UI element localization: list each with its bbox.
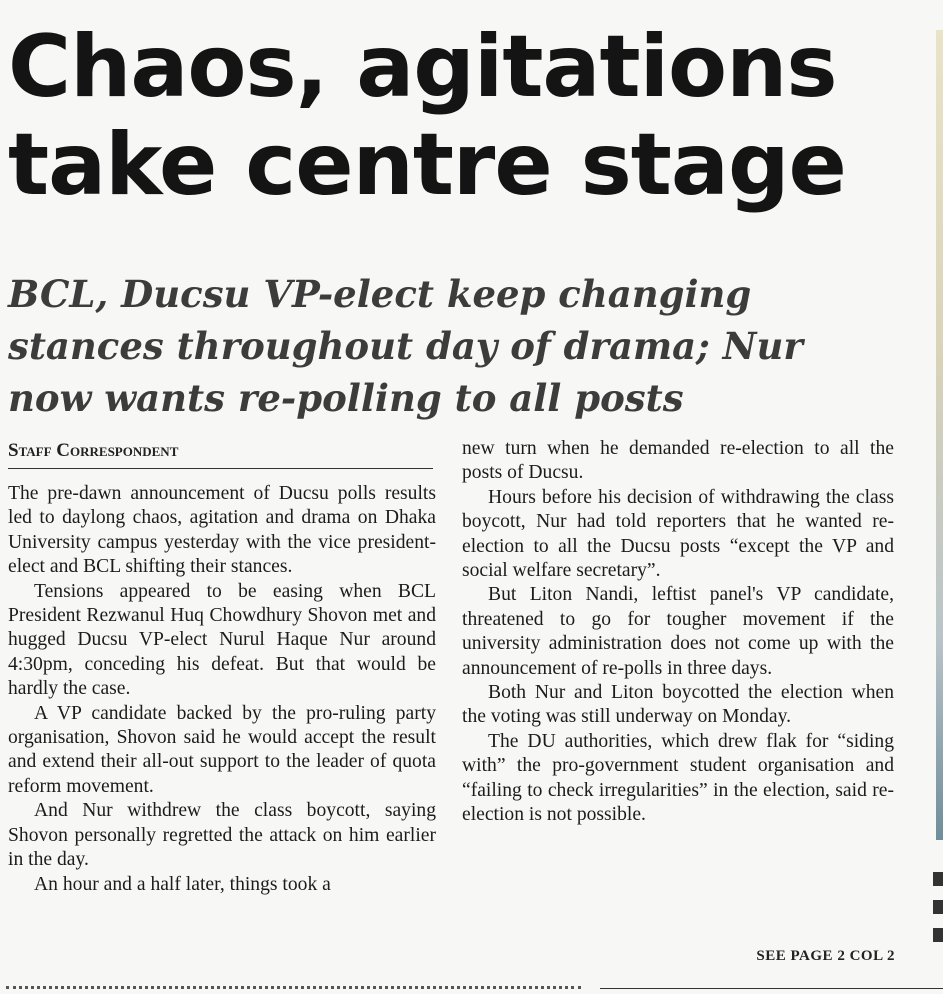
paragraph: The pre-dawn announcement of Ducsu polls results led to daylong chaos, agitation and drama on Dhaka University campus yesterday with the vice president-elect and BCL shifting their stances. [8, 483, 436, 578]
headline [8, 18, 913, 214]
adjacent-page-edge [936, 30, 943, 840]
byline: Staff Correspondent [8, 440, 433, 469]
paragraph: But Liton Nandi, leftist panel's VP candidate, threatened to go for tougher movement if the university administration does not come up with the announcement of re-polls in three days. [462, 584, 894, 679]
dotted-divider [6, 986, 581, 989]
article-column-1 [8, 482, 436, 897]
article-column-2 [462, 437, 894, 828]
paragraph: An hour and a half later, things took a [34, 873, 331, 895]
paragraph: Both Nur and Liton boycotted the election when the voting was still underway on Monday. [462, 682, 894, 728]
headline-line: Chaos, agitations [8, 17, 837, 117]
subheadline [8, 268, 803, 424]
subheadline-line: now wants re-polling to all posts [8, 376, 684, 420]
paragraph: A VP candidate backed by the pro-ruling party organisation, Shovon said he would accept the result and extend their all-out support to the leader of quota reform movement. [8, 702, 436, 797]
headline-line: take centre stage [8, 115, 846, 215]
subheadline-line: stances throughout day of drama; Nur [8, 324, 803, 368]
paragraph: new turn when he demanded re-election to all the posts of Ducsu. [462, 438, 894, 484]
solid-divider [600, 988, 943, 989]
paragraph: Hours before his decision of withdrawing the class boycott, Nur had told reporters that he wanted re-election to all the Ducsu posts “except the VP and social welfare secretary”. [462, 486, 894, 582]
subheadline-line: BCL, Ducsu VP-elect keep changing [8, 272, 752, 316]
adjacent-text-fragment [933, 872, 943, 886]
continuation-note: SEE PAGE 2 COL 2 [756, 948, 895, 964]
adjacent-text-fragment [933, 900, 943, 914]
paragraph: The DU authorities, which drew flak for “siding with” the pro-government student organisation and “failing to check irregularities” in the election, said re-election is not possible. [462, 730, 894, 826]
paragraph: And Nur withdrew the class boycott, saying Shovon personally regretted the attack on him earlier in the day. [8, 800, 436, 871]
paragraph: Tensions appeared to be easing when BCL President Rezwanul Huq Chowdhury Shovon met and hugged Ducsu VP-elect Nurul Haque Nur around 4:30pm, conceding his defeat. But that would be hardly the case. [8, 580, 436, 700]
adjacent-text-fragment [933, 928, 943, 942]
